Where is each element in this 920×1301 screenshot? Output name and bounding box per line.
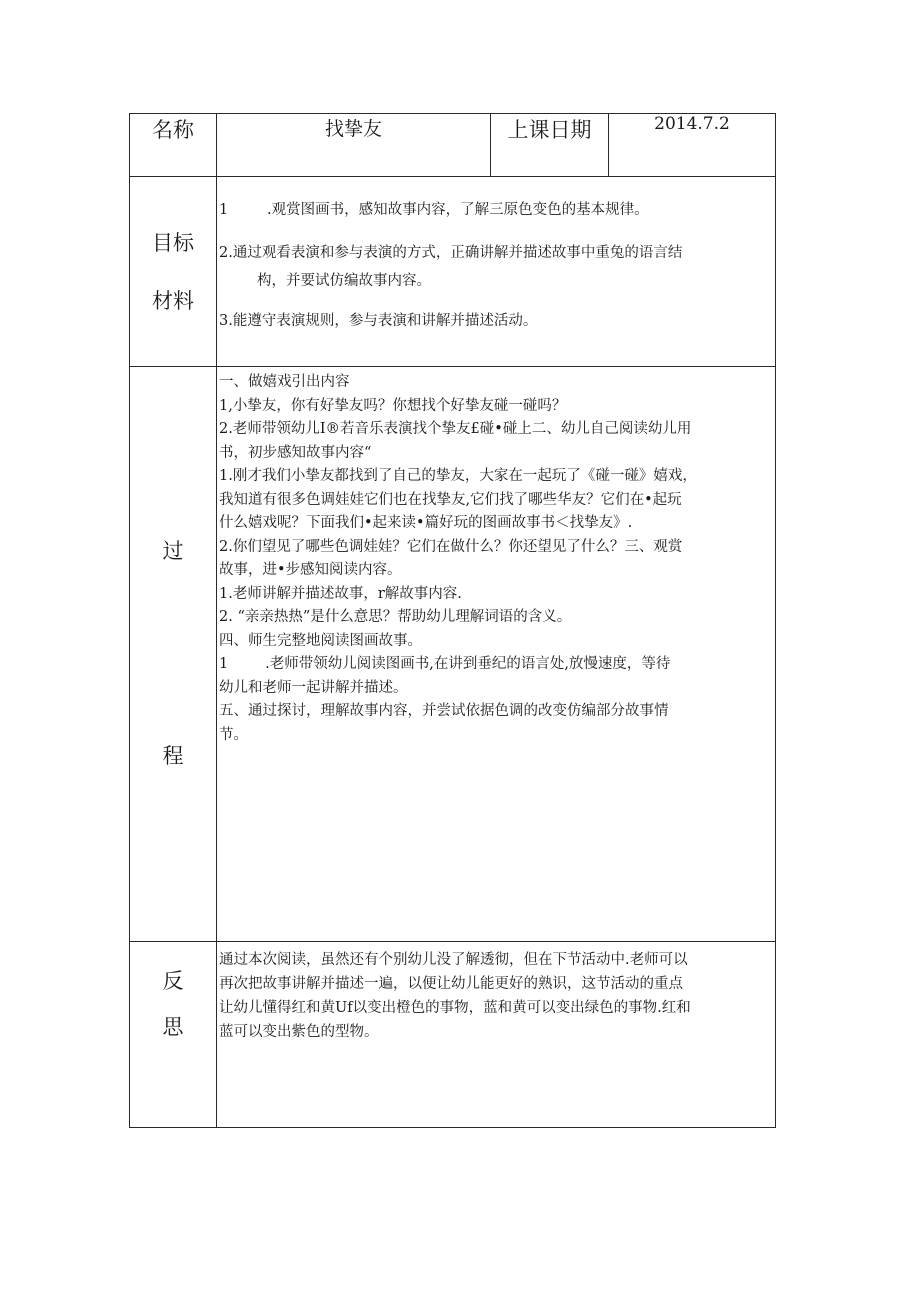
date-label: 上课日期 [491, 114, 609, 177]
process-line: 1,小挚友，你有好挚友吗？你想找个好挚友碰一碰吗？ [219, 397, 567, 414]
process-line: 2.老师带领幼儿I®若音乐表演找个挚友£碰•碰上二、幼儿自己阅读幼儿用 [219, 421, 692, 437]
reflection-label [130, 942, 217, 1128]
reflection-line: 通过本次阅读，虽然还有个别幼儿没了解透彻，但在下节活动中.老师可以 [219, 952, 688, 968]
process-line: 1 .老师带领幼儿阅读图画书,在讲到垂纪的语言处,放慢速度，等待 [219, 656, 671, 672]
process-line: 2. “亲亲热热”是什么意思？帮助幼儿理解词语的含义。 [219, 609, 572, 625]
goal-item: 3.能遵守表演规则，参与表演和讲解并描述活动。 [219, 313, 538, 329]
goals-content [217, 177, 776, 367]
goals-label-line1: 目标 [152, 230, 194, 255]
reflection-line: 蓝可以变出紫色的型物。 [219, 1024, 379, 1040]
process-line: 什么嬉戏呢？下面我们•起来读•篇好玩的图画故事书＜找挚友》. [219, 515, 633, 531]
process-line: 书，初步感知故事内容“ [219, 444, 372, 461]
process-line: 节。 [219, 726, 248, 743]
reflection-label-line2: 思 [162, 1015, 184, 1039]
process-line: 1.刚才我们小挚友都找到了自己的挚友，大家在一起玩了《碰一碰》嬉戏， [219, 468, 697, 484]
process-line: 五、通过探讨，理解故事内容，并尝试依据色调的改变仿编部分故事情 [219, 703, 669, 719]
process-line: 1.老师讲解并描述故事，r解故事内容. [219, 585, 462, 602]
reflection-line: 再次把故事讲解并描述一遍，以便让幼儿能更好的熟识，这节活动的重点 [219, 976, 683, 992]
goal-item: 2.通过观看表演和参与表演的方式，正确讲解并描述故事中重兔的语言结 [219, 245, 683, 261]
process-line: 故事，进•步感知阅读内容。 [219, 562, 402, 578]
reflection-label-line1: 反 [162, 969, 184, 993]
goal-item-continuation: 构，并要试仿编故事内容。 [257, 273, 431, 289]
process-label [130, 367, 217, 942]
process-label-line2: 程 [162, 744, 184, 768]
process-line: 2.你们望见了哪些色调娃娃？它们在做什么？你还望见了什么？三、观赏 [219, 538, 683, 555]
lesson-title: 找挚友 [217, 114, 491, 177]
header-row [130, 114, 776, 177]
reflection-content [217, 942, 776, 1128]
lesson-plan-table [129, 113, 776, 1128]
goal-item: 1 .观赏图画书，感知故事内容，了解三原色变色的基本规律。 [219, 202, 649, 218]
process-row [130, 367, 776, 942]
process-line: 幼儿和老师一起讲解并描述。 [219, 679, 408, 696]
name-label: 名称 [130, 114, 217, 177]
process-line: 四、师生完整地阅读图画故事。 [219, 632, 422, 649]
goals-label-line2: 材料 [152, 288, 194, 313]
process-content [217, 367, 776, 942]
process-line: 我知道有很多色调娃娃它们也在找挚友,它们找了哪些华友？它们在•起玩 [219, 491, 682, 508]
goals-row [130, 177, 776, 367]
process-line: 一、做嬉戏引出内容 [219, 374, 350, 390]
date-value: 2014.7.2 [609, 114, 776, 177]
process-label-line1: 过 [162, 539, 184, 563]
reflection-row [130, 942, 776, 1128]
goals-label [130, 177, 217, 367]
reflection-line: 让幼儿懂得红和黄Uf以变出橙色的事物，蓝和黄可以变出绿色的事物.红和 [219, 1000, 691, 1016]
